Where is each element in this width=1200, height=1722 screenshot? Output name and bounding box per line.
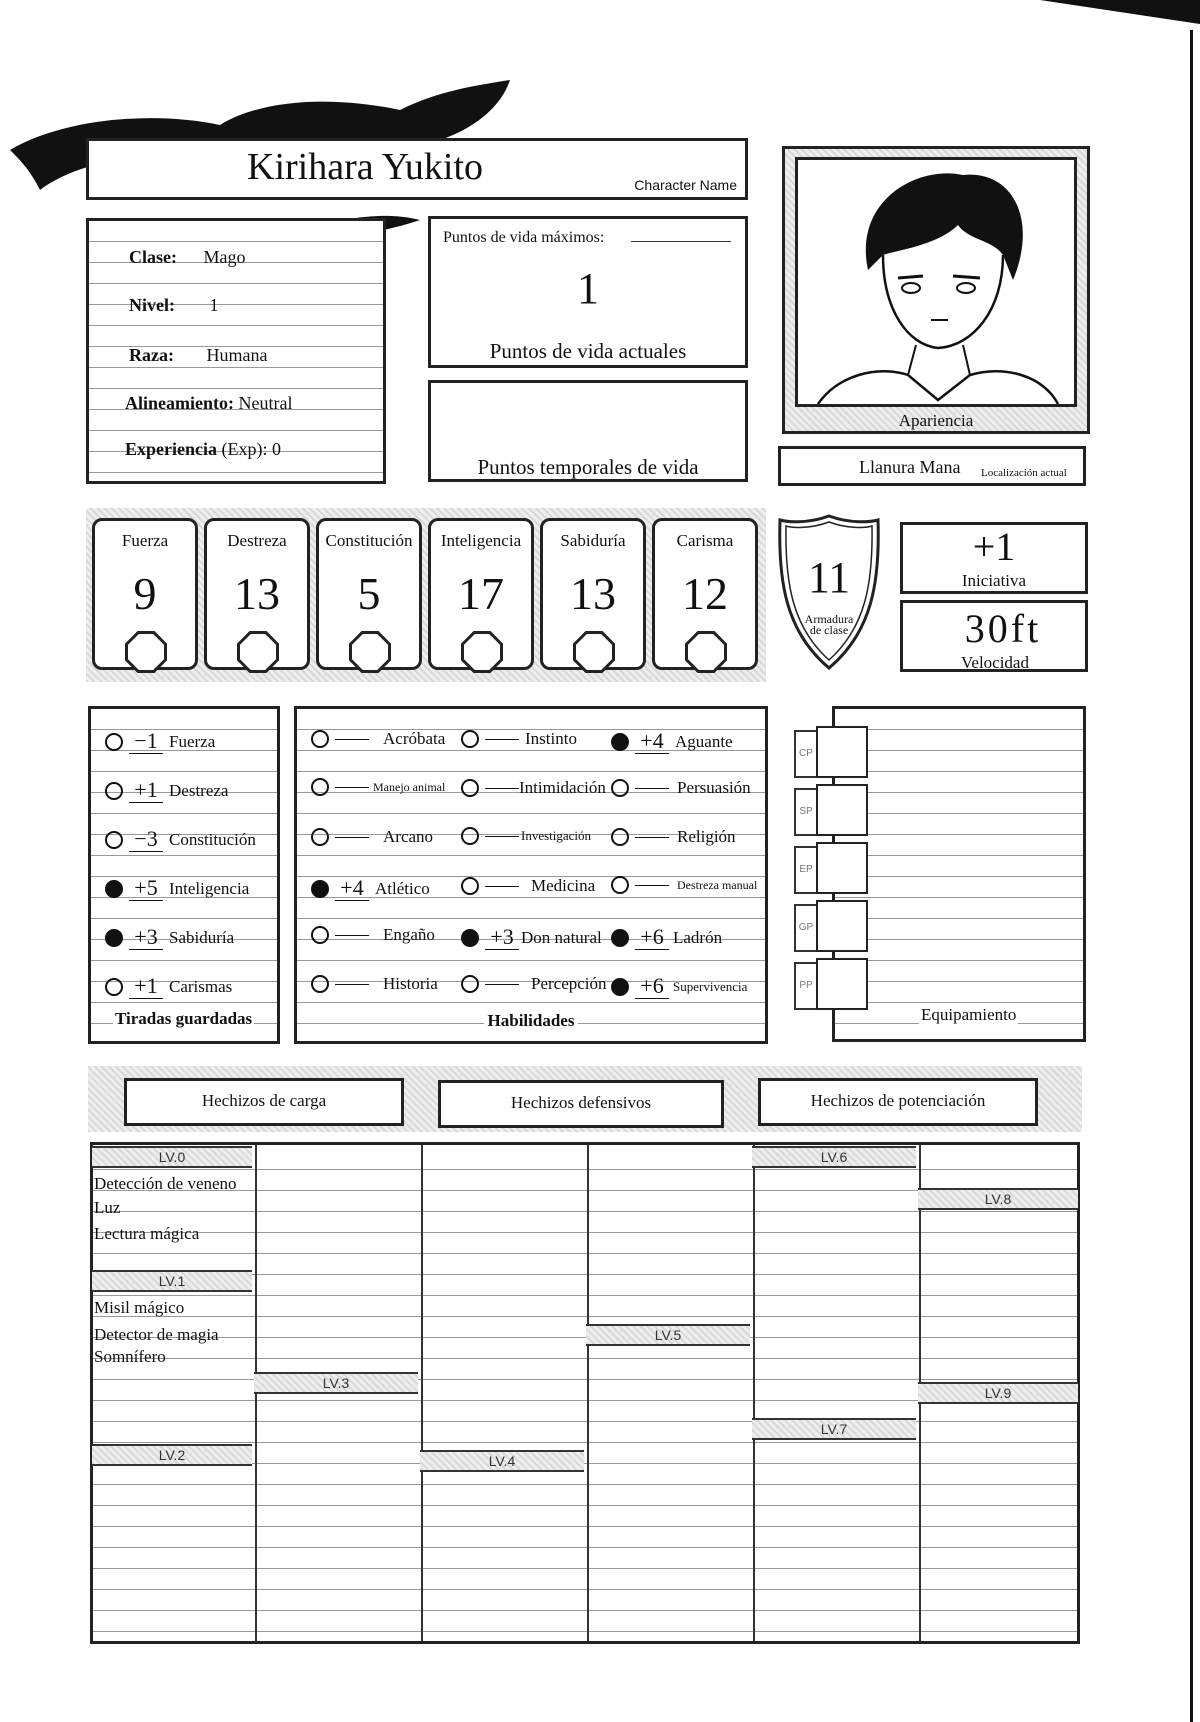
spell-level-header: LV.5 — [586, 1324, 750, 1346]
skill-name: Ladrón — [673, 927, 723, 947]
proficiency-circle[interactable] — [311, 926, 329, 944]
alignment-field[interactable] — [125, 393, 292, 414]
ability-modifier-octagon[interactable] — [125, 631, 167, 673]
coin-pp[interactable] — [794, 958, 872, 1012]
armor-class-label-line2: de clase — [809, 623, 849, 637]
skill-value[interactable] — [485, 836, 519, 837]
ability-charisma[interactable] — [652, 518, 758, 670]
speed-panel[interactable] — [900, 600, 1088, 672]
skill-name: Acróbata — [383, 729, 446, 748]
location-label: Localización actual — [981, 467, 1067, 479]
appearance-label: Apariencia — [898, 411, 974, 430]
skill-value[interactable] — [335, 935, 369, 936]
proficiency-circle[interactable] — [311, 880, 329, 898]
skill-value[interactable] — [635, 837, 669, 838]
saving-throw-row[interactable] — [105, 827, 256, 852]
speed-label: Velocidad — [961, 653, 1029, 672]
experience-abbr: (Exp): — [221, 439, 268, 459]
ability-name: Destreza — [227, 531, 287, 550]
saving-throw-name: Sabiduría — [169, 927, 235, 947]
spell-level-header: LV.1 — [92, 1270, 252, 1292]
skill-value[interactable] — [485, 984, 519, 985]
skill-value[interactable]: +6 — [635, 925, 669, 950]
ability-modifier-octagon[interactable] — [237, 631, 279, 673]
saving-throw-name: Inteligencia — [169, 878, 250, 898]
skill-value[interactable]: +4 — [335, 876, 369, 901]
temp-hp-panel[interactable] — [428, 380, 748, 482]
spell-level-header: LV.0 — [92, 1146, 252, 1168]
skill-row[interactable] — [311, 729, 445, 749]
ability-wisdom[interactable] — [540, 518, 646, 670]
armor-class-value[interactable]: 11 — [807, 553, 851, 602]
skill-value[interactable] — [335, 787, 369, 788]
ability-intelligence[interactable] — [428, 518, 534, 670]
spell-level-header: LV.3 — [254, 1372, 418, 1394]
skill-row[interactable] — [461, 925, 602, 950]
saving-throw-value[interactable]: +3 — [129, 925, 163, 950]
max-hp-label: Puntos de vida máximos: — [443, 229, 605, 246]
equipment-label: Equipamiento — [921, 1005, 1017, 1024]
coin-gp[interactable] — [794, 900, 872, 954]
spell-entry[interactable]: Somnífero — [94, 1347, 166, 1366]
page-corner-shadow — [1040, 0, 1200, 24]
column-divider — [753, 1145, 755, 1641]
coin-sp-field[interactable] — [816, 784, 868, 836]
proficiency-circle[interactable] — [461, 975, 479, 993]
ability-score[interactable]: 13 — [234, 568, 280, 619]
saving-throw-value[interactable]: +1 — [129, 974, 163, 999]
ability-score[interactable]: 12 — [682, 568, 728, 619]
experience-label: Experiencia — [125, 439, 217, 459]
proficiency-circle[interactable] — [461, 827, 479, 845]
ability-score[interactable]: 5 — [357, 568, 381, 619]
proficiency-circle[interactable] — [611, 828, 629, 846]
proficiency-circle[interactable] — [461, 779, 479, 797]
skill-name: Persuasión — [677, 778, 751, 797]
skill-row[interactable] — [461, 974, 607, 994]
spell-entry[interactable]: Detector de magia — [94, 1325, 219, 1344]
initiative-label: Iniciativa — [961, 571, 1027, 590]
character-info-panel — [86, 218, 386, 484]
ability-name: Sabiduría — [560, 531, 626, 550]
skill-name: Instinto — [525, 729, 577, 748]
proficiency-circle[interactable] — [105, 733, 123, 751]
spell-category-tab[interactable]: Hechizos defensivos — [438, 1080, 724, 1128]
location-panel — [778, 446, 1086, 486]
portrait-image — [798, 160, 1074, 404]
skill-value[interactable] — [335, 739, 369, 740]
skill-value[interactable] — [635, 885, 669, 886]
experience-field[interactable] — [125, 439, 281, 460]
coin-ep[interactable] — [794, 842, 872, 896]
experience-value[interactable]: 0 — [271, 439, 281, 459]
saving-throw-value[interactable]: −3 — [129, 827, 163, 852]
saving-throw-row[interactable] — [105, 925, 234, 950]
skill-name: Medicina — [531, 876, 596, 895]
appearance-panel — [782, 146, 1090, 434]
proficiency-circle[interactable] — [311, 730, 329, 748]
current-hp-value[interactable]: 1 — [577, 264, 599, 313]
saving-throw-row[interactable] — [105, 778, 228, 803]
level-field[interactable] — [129, 295, 218, 316]
coin-ep-label: EP — [794, 846, 818, 894]
saving-throw-row[interactable] — [105, 729, 215, 754]
skill-row[interactable] — [461, 876, 595, 896]
race-field[interactable] — [129, 345, 267, 366]
skill-value[interactable] — [485, 739, 519, 740]
saving-throws-title: Tiradas guardadas — [115, 1009, 253, 1028]
saving-throw-row[interactable] — [105, 876, 249, 901]
proficiency-circle[interactable] — [461, 877, 479, 895]
saving-throw-name: Carismas — [169, 976, 233, 996]
race-value[interactable]: Humana — [206, 345, 268, 365]
saving-throw-value[interactable]: +5 — [129, 876, 163, 901]
spell-level-header: LV.4 — [420, 1450, 584, 1472]
ability-score[interactable]: 9 — [133, 568, 157, 619]
skill-name: Destreza manual — [677, 877, 758, 892]
proficiency-circle[interactable] — [311, 828, 329, 846]
skill-name: Don natural — [521, 927, 602, 947]
armor-class-label-line1: Armadura — [804, 612, 854, 626]
skill-value[interactable] — [485, 886, 519, 887]
skill-row[interactable] — [461, 778, 606, 798]
skill-name: Arcano — [383, 827, 434, 846]
ability-constitution[interactable] — [316, 518, 422, 670]
skill-value[interactable] — [485, 788, 519, 789]
skill-value[interactable] — [335, 837, 369, 838]
spell-category-tab[interactable]: Hechizos de potenciación — [758, 1078, 1038, 1126]
coin-sp[interactable] — [794, 784, 872, 838]
proficiency-circle[interactable] — [105, 929, 123, 947]
column-divider — [587, 1145, 589, 1641]
skill-row[interactable] — [611, 876, 757, 894]
skill-value[interactable] — [335, 984, 369, 985]
proficiency-circle[interactable] — [611, 779, 629, 797]
max-hp-underline — [631, 241, 731, 242]
skill-name: Engaño — [383, 925, 435, 944]
initiative-panel[interactable] — [900, 522, 1088, 594]
level-value[interactable]: 1 — [209, 295, 219, 315]
skill-value[interactable]: +4 — [635, 729, 669, 754]
coin-ep-field[interactable] — [816, 842, 868, 894]
saving-throw-name: Constitución — [169, 829, 256, 849]
skill-row[interactable] — [461, 827, 591, 845]
skill-name: Intimidación — [519, 778, 606, 797]
ability-dexterity[interactable] — [204, 518, 310, 670]
ability-modifier-octagon[interactable] — [685, 631, 727, 673]
spell-level-header: LV.6 — [752, 1146, 916, 1168]
proficiency-circle[interactable] — [105, 978, 123, 996]
skill-name: Religión — [677, 827, 736, 846]
skill-name: Manejo animal — [373, 779, 446, 794]
spell-level-header: LV.9 — [918, 1382, 1078, 1404]
skill-row[interactable] — [611, 729, 733, 754]
ability-score[interactable]: 17 — [458, 568, 504, 619]
coin-cp-label: CP — [794, 730, 818, 778]
proficiency-circle[interactable] — [611, 733, 629, 751]
skill-row[interactable] — [461, 729, 577, 749]
spell-entry[interactable]: Lectura mágica — [94, 1224, 200, 1243]
ability-score[interactable]: 13 — [570, 568, 616, 619]
skill-name: Percepción — [531, 974, 607, 993]
proficiency-circle[interactable] — [461, 730, 479, 748]
coin-cp[interactable] — [794, 726, 872, 780]
class-label: Clase: — [129, 247, 177, 267]
skill-row[interactable] — [311, 827, 433, 847]
ability-modifier-octagon[interactable] — [349, 631, 391, 673]
coin-pp-label: PP — [794, 962, 818, 1010]
proficiency-circle[interactable] — [611, 978, 629, 996]
skill-row[interactable] — [311, 974, 438, 994]
saving-throws-panel — [88, 706, 280, 1044]
character-name[interactable]: Kirihara Yukito — [247, 146, 484, 188]
saving-throw-value[interactable]: +1 — [129, 778, 163, 803]
skill-row[interactable] — [311, 876, 430, 901]
ability-modifier-octagon[interactable] — [573, 631, 615, 673]
skills-panel — [294, 706, 768, 1044]
temp-hp-label: Puntos temporales de vida — [477, 455, 699, 479]
spell-entry[interactable]: Misil mágico — [94, 1298, 185, 1317]
saving-throw-name: Fuerza — [169, 731, 216, 751]
skill-row[interactable] — [611, 974, 747, 999]
ability-name: Inteligencia — [440, 531, 522, 550]
spell-level-header: LV.8 — [918, 1188, 1078, 1210]
class-value[interactable]: Mago — [203, 247, 246, 267]
skill-name: Supervivencia — [673, 978, 748, 994]
skill-name: Aguante — [675, 731, 733, 751]
skill-row[interactable] — [611, 827, 736, 847]
proficiency-circle[interactable] — [105, 831, 123, 849]
coin-pp-field[interactable] — [816, 958, 868, 1010]
skill-name: Atlético — [375, 878, 430, 898]
saving-throw-name: Destreza — [169, 780, 229, 800]
speed-value[interactable]: 30ft — [964, 606, 1042, 651]
hit-points-panel — [428, 216, 748, 368]
skill-value[interactable] — [635, 788, 669, 789]
skill-row[interactable] — [611, 925, 722, 950]
alignment-label: Alineamiento: — [125, 393, 234, 413]
skill-name: Investigación — [521, 828, 592, 843]
skill-row[interactable] — [611, 778, 751, 798]
proficiency-circle[interactable] — [461, 929, 479, 947]
coin-cp-field[interactable] — [816, 726, 868, 778]
current-hp-label: Puntos de vida actuales — [489, 339, 687, 363]
skill-row[interactable] — [311, 925, 435, 945]
spell-level-header: LV.7 — [752, 1418, 916, 1440]
saving-throw-value[interactable]: −1 — [129, 729, 163, 754]
skill-value[interactable]: +3 — [485, 925, 519, 950]
skill-value[interactable]: +6 — [635, 974, 669, 999]
skills-title-text: Habilidades — [484, 1011, 579, 1030]
character-name-box — [86, 138, 748, 200]
proficiency-circle[interactable] — [611, 876, 629, 894]
character-name-label: Character Name — [634, 177, 737, 193]
skills-title — [297, 1011, 765, 1031]
race-label: Raza: — [129, 345, 174, 365]
coin-gp-label: GP — [794, 904, 818, 952]
class-field[interactable] — [129, 247, 246, 268]
coin-gp-field[interactable] — [816, 900, 868, 952]
proficiency-circle[interactable] — [311, 975, 329, 993]
skill-row[interactable] — [311, 778, 445, 796]
portrait-frame[interactable] — [795, 157, 1077, 407]
column-divider — [421, 1145, 423, 1641]
spell-entry[interactable]: Detección de veneno — [94, 1174, 237, 1193]
initiative-value[interactable]: +1 — [972, 524, 1016, 569]
ability-name: Carisma — [676, 531, 734, 550]
ability-strength[interactable] — [92, 518, 198, 670]
ability-name: Fuerza — [121, 531, 169, 550]
level-label: Nivel: — [129, 295, 175, 315]
skill-name: Historia — [383, 974, 438, 993]
page-edge-line — [1190, 30, 1193, 1722]
proficiency-circle[interactable] — [105, 880, 123, 898]
coin-sp-label: SP — [794, 788, 818, 836]
location-value[interactable]: Llanura Mana — [859, 457, 961, 477]
proficiency-circle[interactable] — [105, 782, 123, 800]
armor-class-label — [776, 614, 882, 636]
proficiency-circle[interactable] — [611, 929, 629, 947]
spell-level-header: LV.2 — [92, 1444, 252, 1466]
spell-entry[interactable]: Luz — [94, 1198, 121, 1217]
ability-name: Constitución — [325, 531, 413, 550]
ability-modifier-octagon[interactable] — [461, 631, 503, 673]
saving-throw-row[interactable] — [105, 974, 232, 999]
proficiency-circle[interactable] — [311, 778, 329, 796]
spell-category-tab[interactable]: Hechizos de carga — [124, 1078, 404, 1126]
alignment-value[interactable]: Neutral — [238, 393, 293, 413]
